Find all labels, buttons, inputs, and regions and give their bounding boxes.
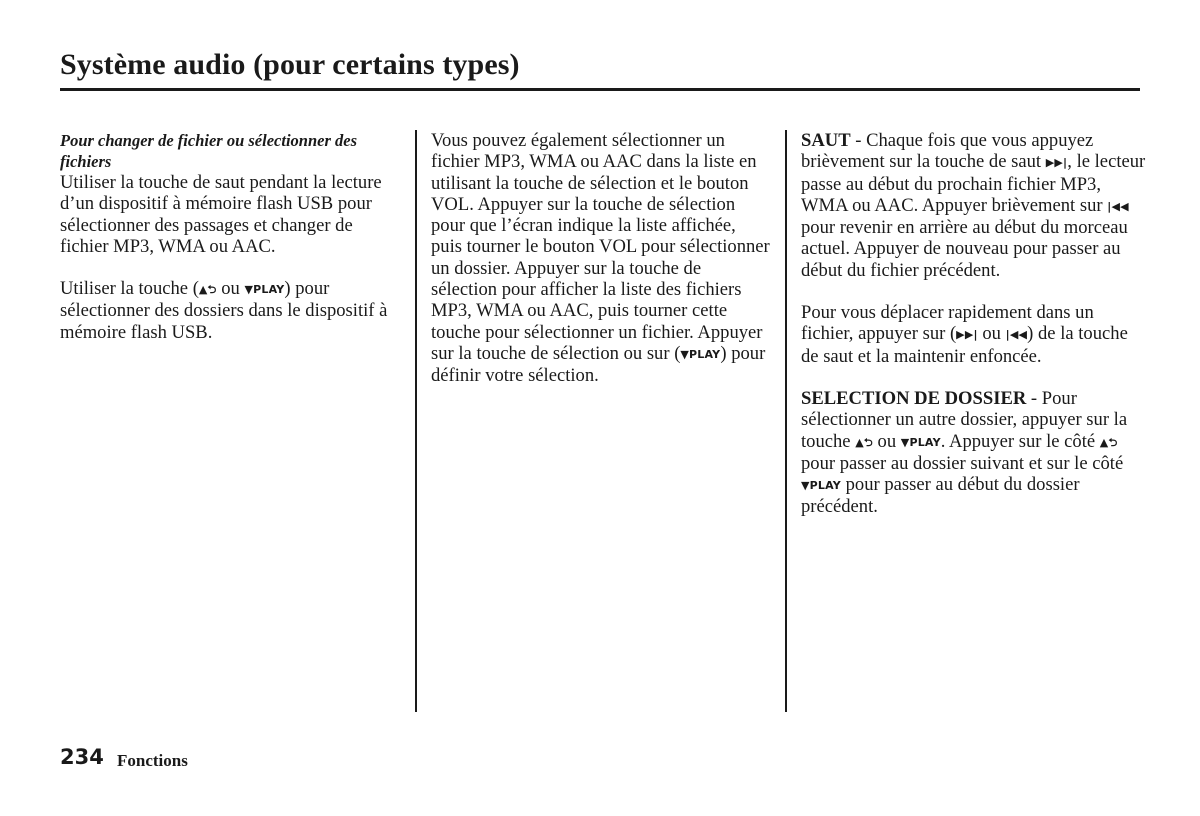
- subheading: Pour changer de fichier ou sélectionner des fichiers: [60, 131, 357, 171]
- page-number: 234: [60, 745, 104, 769]
- body-text: Utiliser la touche (: [60, 278, 199, 300]
- body-text: . Appuyer sur le côté: [940, 430, 1100, 452]
- body-text: ou: [872, 430, 901, 452]
- term-saut: SAUT: [801, 130, 851, 151]
- title-rule: [60, 88, 1140, 91]
- column-1: [60, 130, 400, 364]
- body-text: - Chaque fois que vous appuyez brièvement sur la touche de saut: [801, 130, 1094, 173]
- paragraph: [801, 302, 1146, 367]
- body-text: Utiliser la touche de saut pendant la lecture d’un dispositif à mémoire flash USB pour sélectionner des passages et changer de fichier MP3, WMA ou AAC.: [60, 172, 382, 257]
- down-play-button-icon: ▼PLAY: [801, 479, 841, 493]
- body-text: ou: [216, 278, 245, 300]
- body-text: ) de la touche de saut et la maintenir enfoncée.: [801, 323, 1128, 367]
- down-play-button-icon: ▼PLAY: [680, 347, 721, 361]
- paragraph: [801, 130, 1146, 281]
- body-text: Vous pouvez également sélectionner un fichier MP3, WMA ou AAC dans la liste en utilisant la touche de sélection et le bouton VOL. Appuyer sur la touche de sélection pour que l’écran indique la liste affichée, puis tourner le bouton VOL pour sélectionner un dossier. Appuyer sur la touche de sélection pour afficher la liste des fichiers MP3, WMA ou AAC, puis tourner cette touche pour sélectionner un fichier. Appuyer sur la touche de sélection ou sur (: [431, 130, 770, 364]
- skip-forward-icon: ▶▶|: [956, 328, 978, 342]
- up-folder-button-icon: ▲⮌: [855, 435, 873, 449]
- body-text: pour revenir en arrière au début du morceau actuel. Appuyer de nouveau pour passer au début du fichier précédent.: [801, 217, 1128, 281]
- body-text: pour passer au début du dossier précédent.: [801, 474, 1080, 518]
- down-play-button-icon: ▼PLAY: [244, 283, 285, 297]
- term-selection-dossier: SELECTION DE DOSSIER: [801, 387, 1027, 409]
- up-folder-button-icon: ▲⮌: [198, 283, 217, 297]
- skip-forward-icon: ▶▶|: [1045, 156, 1068, 170]
- paragraph: [801, 388, 1146, 518]
- body-text: - Pour sélectionner un autre dossier, appuyer sur la touche: [801, 387, 1128, 452]
- column-divider: [785, 130, 787, 712]
- skip-back-icon: |◀◀: [1005, 328, 1028, 342]
- paragraph: [431, 130, 771, 387]
- body-text: pour passer au dossier suivant et sur le côté: [801, 452, 1124, 474]
- section-name: Fonctions: [117, 751, 188, 770]
- column-divider: [415, 130, 417, 712]
- body-text: Pour vous déplacer rapidement dans un fichier, appuyer sur (: [801, 302, 1094, 345]
- column-3: [801, 130, 1146, 539]
- page-title: Système audio (pour certains types): [60, 48, 520, 81]
- paragraph: [60, 130, 400, 257]
- up-folder-button-icon: ▲⮌: [1099, 435, 1118, 449]
- skip-back-icon: |◀◀: [1107, 199, 1129, 213]
- body-text: ou: [977, 323, 1006, 345]
- paragraph: [60, 278, 400, 343]
- column-2: [431, 130, 771, 408]
- body-text: ) pour sélectionner des dossiers dans le dispositif à mémoire flash USB.: [60, 278, 388, 343]
- body-text: , le lecteur passe au début du prochain fichier MP3, WMA ou AAC. Appuyer brièvement sur: [801, 151, 1146, 216]
- down-play-button-icon: ▼PLAY: [900, 435, 941, 449]
- body-text: ) pour définir votre sélection.: [431, 342, 766, 387]
